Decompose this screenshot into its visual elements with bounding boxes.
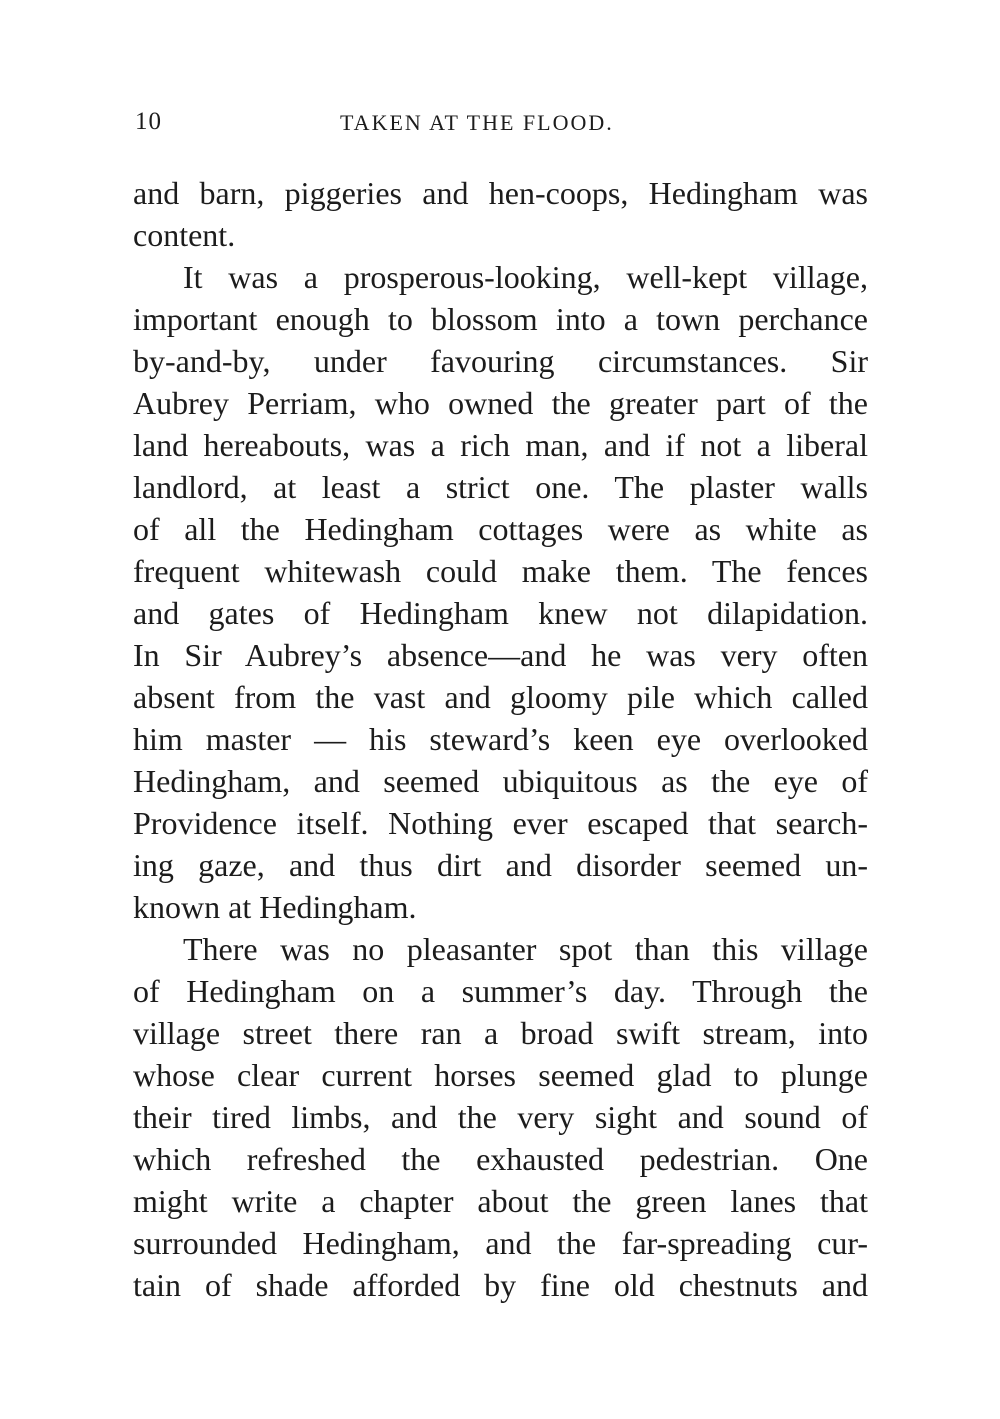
- text-line: by-and-by, under favouring circumstances. Sir: [133, 343, 868, 379]
- text-line: which refreshed the exhausted pedestrian. One: [133, 1141, 868, 1177]
- text-line: tain of shade afforded by fine old chestnuts and: [133, 1267, 868, 1303]
- text-line: absent from the vast and gloomy pile which called: [133, 679, 868, 715]
- body-text: [133, 172, 868, 1306]
- text-line: landlord, at least a strict one. The plaster walls: [133, 469, 868, 505]
- running-title: TAKEN AT THE FLOOD.: [340, 110, 614, 135]
- text-line: Providence itself. Nothing ever escaped that search-: [133, 805, 868, 841]
- text-line: of all the Hedingham cottages were as white as: [133, 511, 868, 547]
- text-line: and barn, piggeries and hen-coops, Hedingham was: [133, 175, 868, 211]
- text-line: of Hedingham on a summer’s day. Through the: [133, 973, 868, 1009]
- text-line: important enough to blossom into a town perchance: [133, 301, 868, 337]
- text-line: known at Hedingham.: [133, 889, 417, 925]
- running-head: [135, 108, 865, 148]
- text-line: land hereabouts, was a rich man, and if not a liberal: [133, 427, 868, 463]
- text-line: might write a chapter about the green lanes that: [133, 1183, 868, 1219]
- text-line: Hedingham, and seemed ubiquitous as the eye of: [133, 763, 868, 799]
- text-line: surrounded Hedingham, and the far-spreading cur-: [133, 1225, 868, 1261]
- text-line: whose clear current horses seemed glad to plunge: [133, 1057, 868, 1093]
- text-line: him master — his steward’s keen eye overlooked: [133, 721, 868, 757]
- text-line: and gates of Hedingham knew not dilapidation.: [133, 595, 868, 631]
- page-number: 10: [135, 108, 162, 135]
- text-line: Aubrey Perriam, who owned the greater part of the: [133, 385, 868, 421]
- text-line: content.: [133, 217, 236, 253]
- text-line: ing gaze, and thus dirt and disorder seemed un-: [133, 847, 868, 883]
- text-line: frequent whitewash could make them. The fences: [133, 553, 868, 589]
- text-line: It was a prosperous-looking, well-kept village,: [183, 259, 868, 295]
- text-line: village street there ran a broad swift stream, into: [133, 1015, 868, 1051]
- text-line: their tired limbs, and the very sight and sound of: [133, 1099, 868, 1135]
- text-line: In Sir Aubrey’s absence—and he was very often: [133, 637, 868, 673]
- text-line: There was no pleasanter spot than this village: [183, 931, 868, 967]
